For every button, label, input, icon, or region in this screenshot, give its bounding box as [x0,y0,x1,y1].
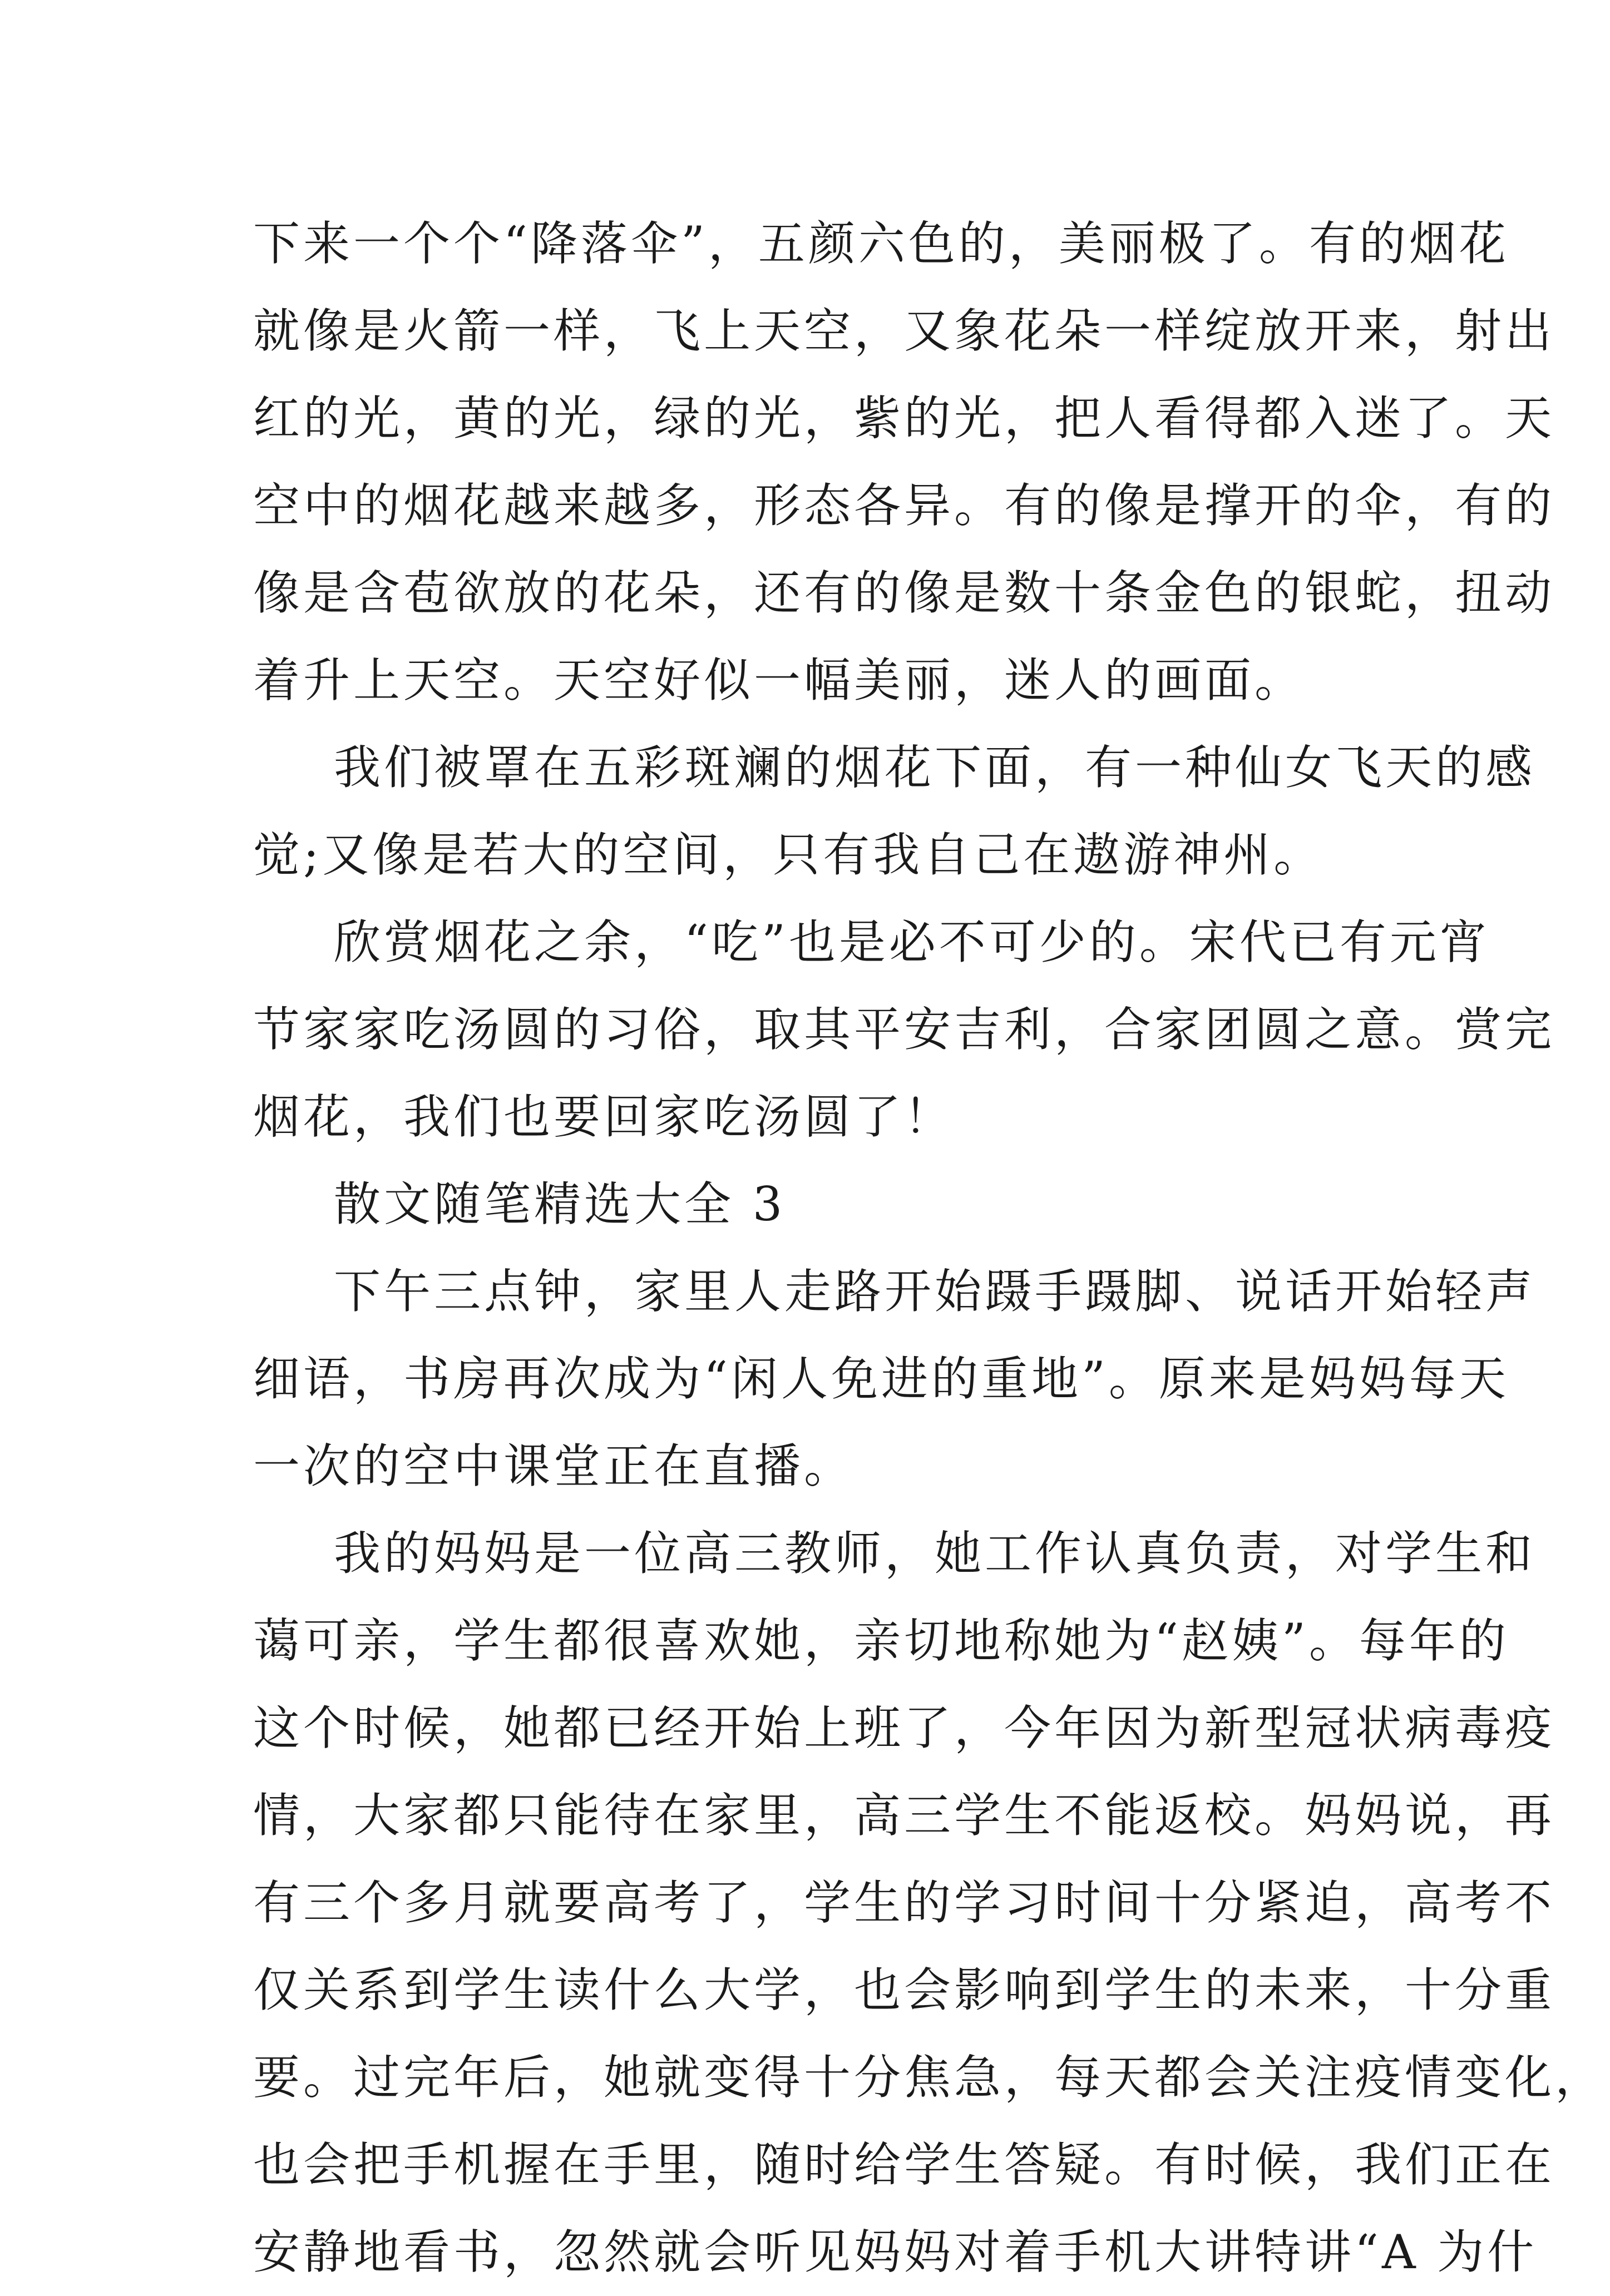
text-line: 觉;又像是若大的空间，只有我自己在遨游神州。 [253,828,1324,882]
text-line: 空中的烟花越来越多，形态各异。有的像是撑开的伞，有的 [253,478,1555,533]
text-line: 有三个多月就要高考了，学生的学习时间十分紧迫，高考不 [253,1876,1555,1930]
paragraph-start-line: 我们被罩在五彩斑斓的烟花下面，有一种仙女飞天的感 [334,740,1536,795]
text-line: 红的光，黄的光，绿的光，紫的光，把人看得都入迷了。天 [253,391,1555,446]
paragraph-start-line: 下午三点钟，家里人走路开始蹑手蹑脚、说话开始轻声 [334,1264,1536,1319]
text-line: 安静地看书，忽然就会听见妈妈对着手机大讲特讲“A 为什 [253,2225,1538,2279]
text-line: 像是含苞欲放的花朵，还有的像是数十条金色的银蛇，扭动 [253,566,1555,620]
section-heading: 散文随笔精选大全 3 [334,1177,786,1231]
text-line: 烟花，我们也要回家吃汤圆了！ [253,1090,955,1144]
text-line: 仅关系到学生读什么大学，也会影响到学生的未来，十分重 [253,1963,1555,2017]
paragraph-start-line: 我的妈妈是一位高三教师，她工作认真负责，对学生和 [334,1526,1536,1581]
text-line: 就像是火箭一样，飞上天空，又象花朵一样绽放开来，射出 [253,304,1555,358]
text-line: 情，大家都只能待在家里，高三学生不能返校。妈妈说，再 [253,1788,1555,1843]
text-line: 一次的空中课堂正在直播。 [253,1439,855,1493]
paragraph-start-line: 欣赏烟花之余，“吃”也是必不可少的。宋代已有元宵 [334,915,1490,969]
text-line: 细语，书房再次成为“闲人免进的重地”。原来是妈妈每天 [253,1352,1509,1406]
text-line: 也会把手机握在手里，随时给学生答疑。有时候，我们正在 [253,2137,1555,2192]
document-body [253,200,1606,2296]
text-line: 这个时候，她都已经开始上班了，今年因为新型冠状病毒疫 [253,1701,1555,1755]
text-line: 节家家吃汤圆的习俗，取其平安吉利，合家团圆之意。赏完 [253,1002,1555,1057]
text-line: 下来一个个“降落伞”，五颜六色的，美丽极了。有的烟花 [253,216,1509,271]
text-line: 要。过完年后，她就变得十分焦急，每天都会关注疫情变化， [253,2050,1606,2105]
text-line: 着升上天空。天空好似一幅美丽，迷人的画面。 [253,653,1305,707]
text-line: 蔼可亲，学生都很喜欢她，亲切地称她为“赵姨”。每年的 [253,1614,1509,1668]
